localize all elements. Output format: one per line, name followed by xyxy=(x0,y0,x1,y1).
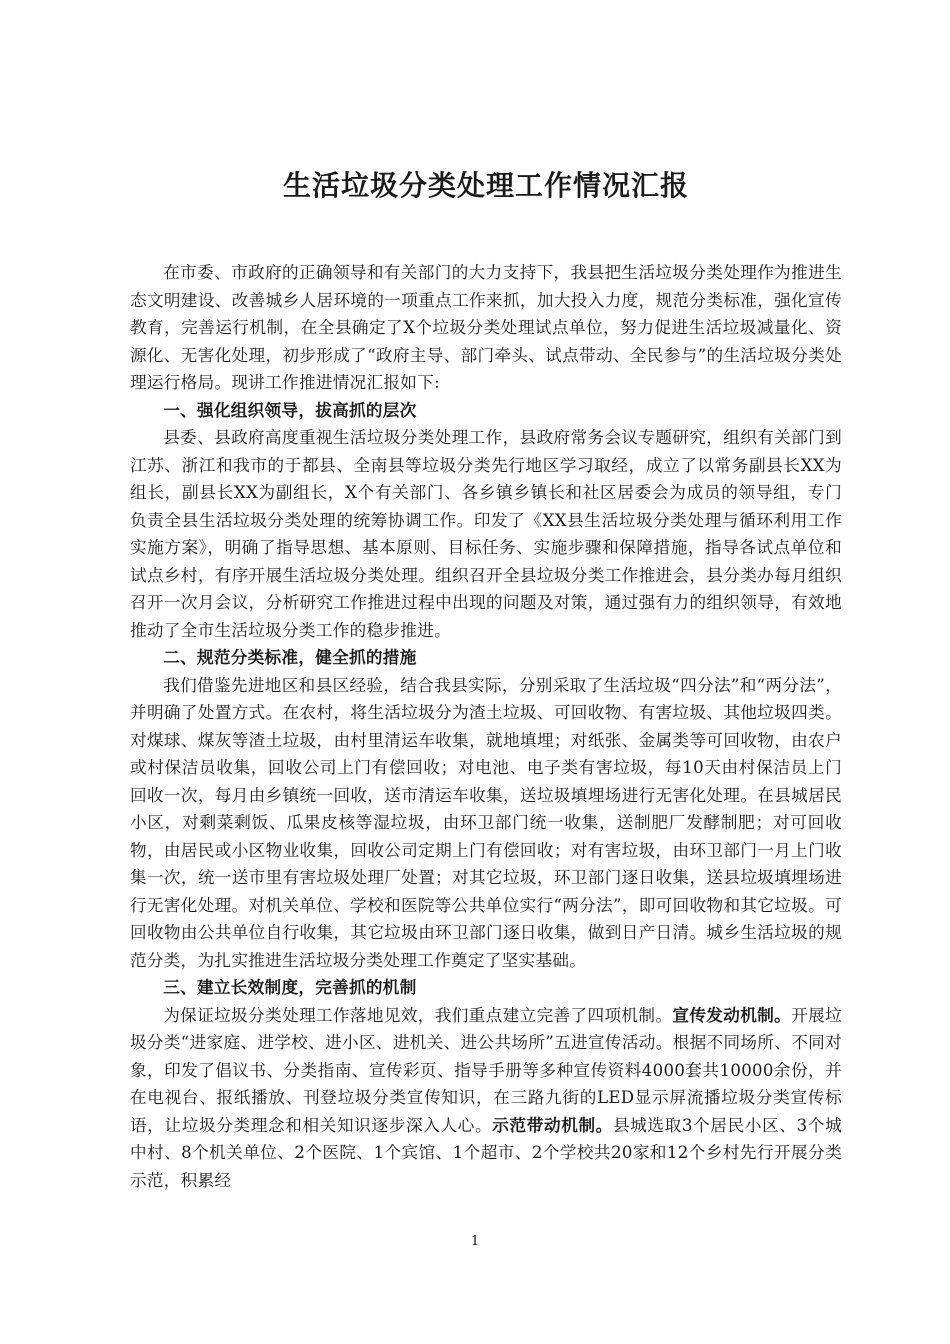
section-heading-2: 二、规范分类标准，健全抓的措施 xyxy=(163,648,417,667)
section-body-3 xyxy=(130,1002,842,1195)
section-body-2: 我们借鉴先进地区和县区经验，结合我县实际，分别采取了生活垃圾“四分法”和“两分法”，并明确了处置方式。在农村，将生活垃圾分为渣土垃圾、可回收物、有害垃圾、其他垃圾四类。对煤球、煤灰等渣土垃圾，由村里清运车收集，就地填埋；对纸张、金属类等可回收物，由农户或村保洁员收集，回收公司上门有偿回收；对电池、电子类有害垃圾，每10天由村保洁员上门回收一次，每月由乡镇统一回收，送市清运车收集，送垃圾填埋场进行无害化处理。在县城居民小区，对剩菜剩饭、瓜果皮核等湿垃圾，由环卫部门统一收集，送制肥厂发酵制肥；对可回收物，由居民或小区物业收集，回收公司定期上门有偿回收；对有害垃圾，由环卫部门一月上门收集一次，统一送市里有害垃圾处理厂处置；对其它垃圾，环卫部门逐日收集，送县垃圾填埋场进行无害化处理。对机关单位、学校和医院等公共单位实行“两分法”，即可回收物和其它垃圾。可回收物由公共单位自行收集，其它垃圾由环卫部门逐日收集，做到日产日清。城乡生活垃圾的规范分类，为扎实推进生活垃圾分类处理工作奠定了坚实基础。 xyxy=(130,675,842,970)
document-title: 生活垃圾分类处理工作情况汇报 xyxy=(282,169,689,202)
mechanism-name-demonstration: 示范带动机制。 xyxy=(492,1115,613,1135)
section-body-3-text: 开展垃圾分类“进家庭、进学校、进小区、进机关、进公共场所”五进宣传活动。根据不同场所、不同对象，印发了倡议书、分类指南、宣传彩页、指导手册等多种宣传资料4000套共10000余份，并在电视台、报纸播放、刊登垃圾分类宣传知识，在三路九街的LED显示屏流播垃圾分类宣传标语，让垃圾分类理念和相关知识逐步深入人心。 xyxy=(130,1005,842,1135)
section-body-3-text: 为保证垃圾分类处理工作落地见效，我们重点建立完善了四项机制。 xyxy=(163,1005,673,1025)
document-body xyxy=(130,163,842,1194)
section-heading-3: 三、建立长效制度，完善抓的机制 xyxy=(163,978,417,997)
intro-paragraph: 在市委、市政府的正确领导和有关部门的大力支持下，我县把生活垃圾分类处理作为推进生态文明建设、改善城乡人居环境的一项重点工作来抓，加大投入力度，规范分类标准，强化宣传教育，完善运行机制，在全县确定了X个垃圾分类处理试点单位，努力促进生活垃圾减量化、资源化、无害化处理，初步形成了“政府主导、部门牵头、试点带动、全民参与”的生活垃圾分类处理运行格局。现讲工作推进情况汇报如下: xyxy=(130,263,842,392)
section-heading-1: 一、强化组织领导，拔高抓的层次 xyxy=(163,400,417,420)
section-body-3-text: 县城选取3个居民小区、3个城中村、8个机关单位、2个医院、1个宾馆、1个超市、2个学校共20家和12个乡村先行开展分类示范，积累经 xyxy=(130,1115,842,1190)
mechanism-name-publicity: 宣传发动机制。 xyxy=(672,1005,792,1025)
section-body-1: 县委、县政府高度重视生活垃圾分类处理工作，县政府常务会议专题研究，组织有关部门到江苏、浙江和我市的于都县、全南县等垃圾分类先行地区学习取经，成立了以常务副县长XX为组长，副县长XX为副组长，X个有关部门、各乡镇乡镇长和社区居委会为成员的领导组，专门负责全县生活垃圾分类处理的统筹协调工作。印发了《XX县生活垃圾分类处理与循环利用工作实施方案》，明确了指导思想、基本原则、目标任务、实施步骤和保障措施，指导各试点单位和试点乡村，有序开展生活垃圾分类处理。组织召开全县垃圾分类工作推进会，县分类办每月组织召开一次月会议，分析研究工作推进过程中出现的问题及对策，通过强有力的组织领导，有效地推动了全市生活垃圾分类工作的稳步推进。 xyxy=(130,428,842,640)
page-number: 1 xyxy=(470,1234,480,1249)
